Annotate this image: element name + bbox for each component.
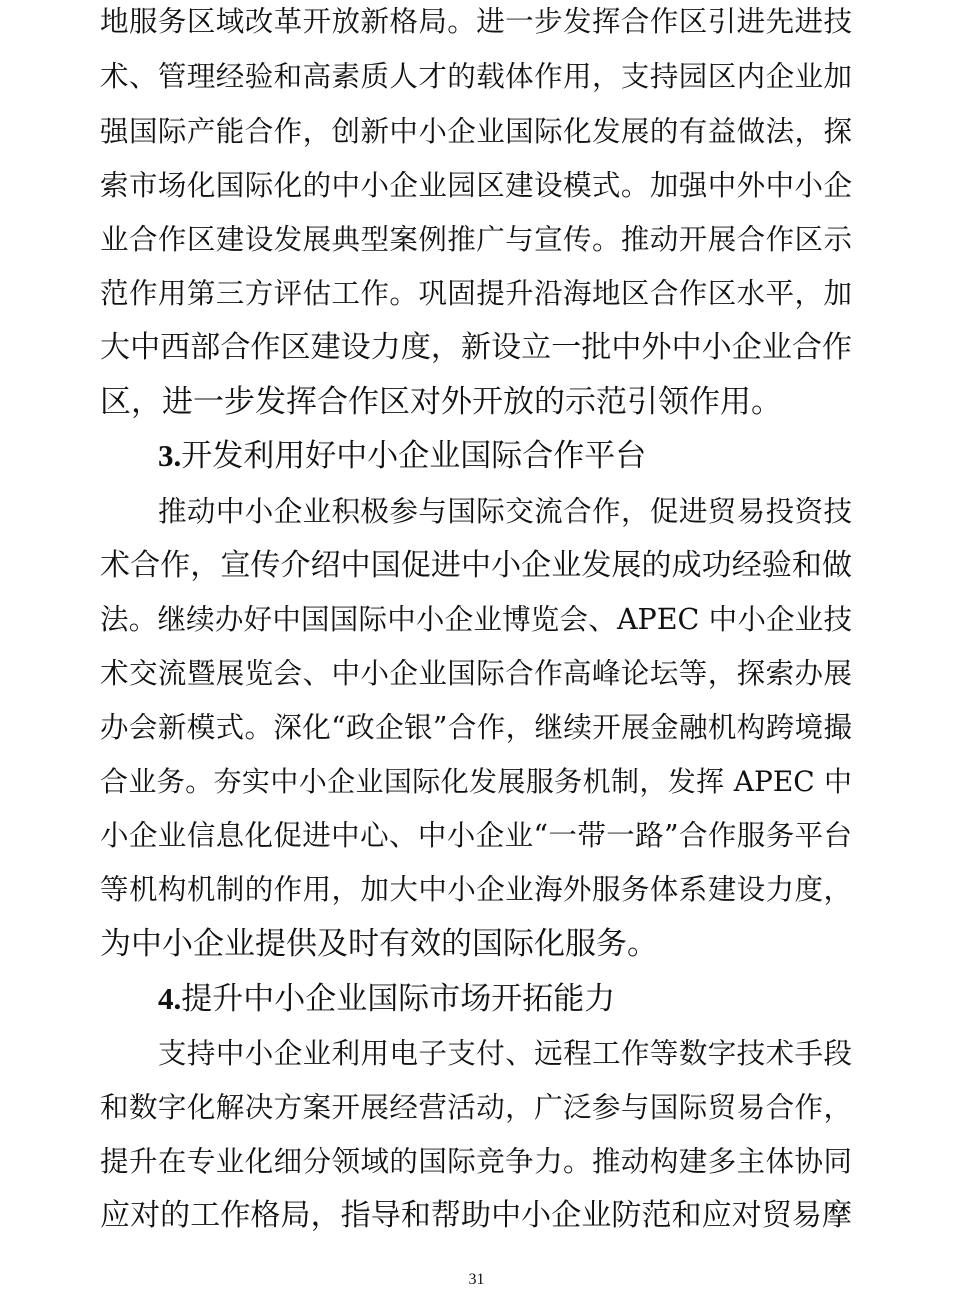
section-number: 4. (158, 981, 182, 1016)
text-line: 大中西部合作区建设力度，新设立一批中外中小企业合作 (100, 330, 852, 365)
text-line: 小企业信息化促进中心、中小企业“一带一路”合作服务平台 (100, 819, 852, 852)
text-line: 术合作，宣传介绍中国促进中小企业发展的成功经验和做 (100, 548, 852, 583)
text-line: 范作用第三方评估工作。巩固提升沿海地区合作区水平，加 (100, 277, 852, 310)
section-heading (158, 979, 615, 1019)
text-line: 索市场化国际化的中小企业园区建设模式。加强中外中小企 (100, 169, 852, 202)
section-heading (158, 436, 646, 476)
text-line: 术、管理经验和高素质人才的载体作用，支持园区内企业加 (100, 60, 852, 93)
text-line: 为中小企业提供及时有效的国际化服务。 (100, 926, 658, 962)
text-line: 办会新模式。深化“政企银”合作，继续开展金融机构跨境撮 (100, 711, 852, 744)
text-line: 推动中小企业积极参与国际交流合作，促进贸易投资技 (158, 495, 852, 528)
section-number: 3. (158, 438, 182, 473)
section-title: 开发利用好中小企业国际合作平台 (181, 438, 647, 474)
text-line: 法。继续办好中国国际中小企业博览会、APEC 中小企业技 (100, 603, 852, 636)
text-line: 区，进一步发挥合作区对外开放的示范引领作用。 (100, 384, 782, 420)
text-line: 强国际产能合作，创新中小企业国际化发展的有益做法，探 (100, 115, 852, 148)
text-line: 合业务。夯实中小企业国际化发展服务机制，发挥 APEC 中 (100, 765, 852, 798)
text-line: 提升在专业化细分领域的国际竞争力。推动构建多主体协同 (100, 1145, 852, 1178)
section-title: 提升中小企业国际市场开拓能力 (181, 981, 616, 1017)
text-line: 地服务区域改革开放新格局。进一步发挥合作区引进先进技 (100, 5, 852, 38)
text-line: 支持中小企业利用电子支付、远程工作等数字技术手段 (158, 1037, 852, 1070)
text-line: 术交流暨展览会、中小企业国际合作高峰论坛等，探索办展 (100, 657, 852, 690)
text-line: 应对的工作格局，指导和帮助中小企业防范和应对贸易摩 (100, 1198, 852, 1233)
page-number: 31 (468, 1271, 485, 1288)
text-line: 和数字化解决方案开展经营活动，广泛参与国际贸易合作， (100, 1091, 852, 1124)
text-line: 业合作区建设发展典型案例推广与宣传。推动开展合作区示 (100, 223, 852, 256)
text-line: 等机构机制的作用，加大中小企业海外服务体系建设力度， (100, 873, 852, 906)
